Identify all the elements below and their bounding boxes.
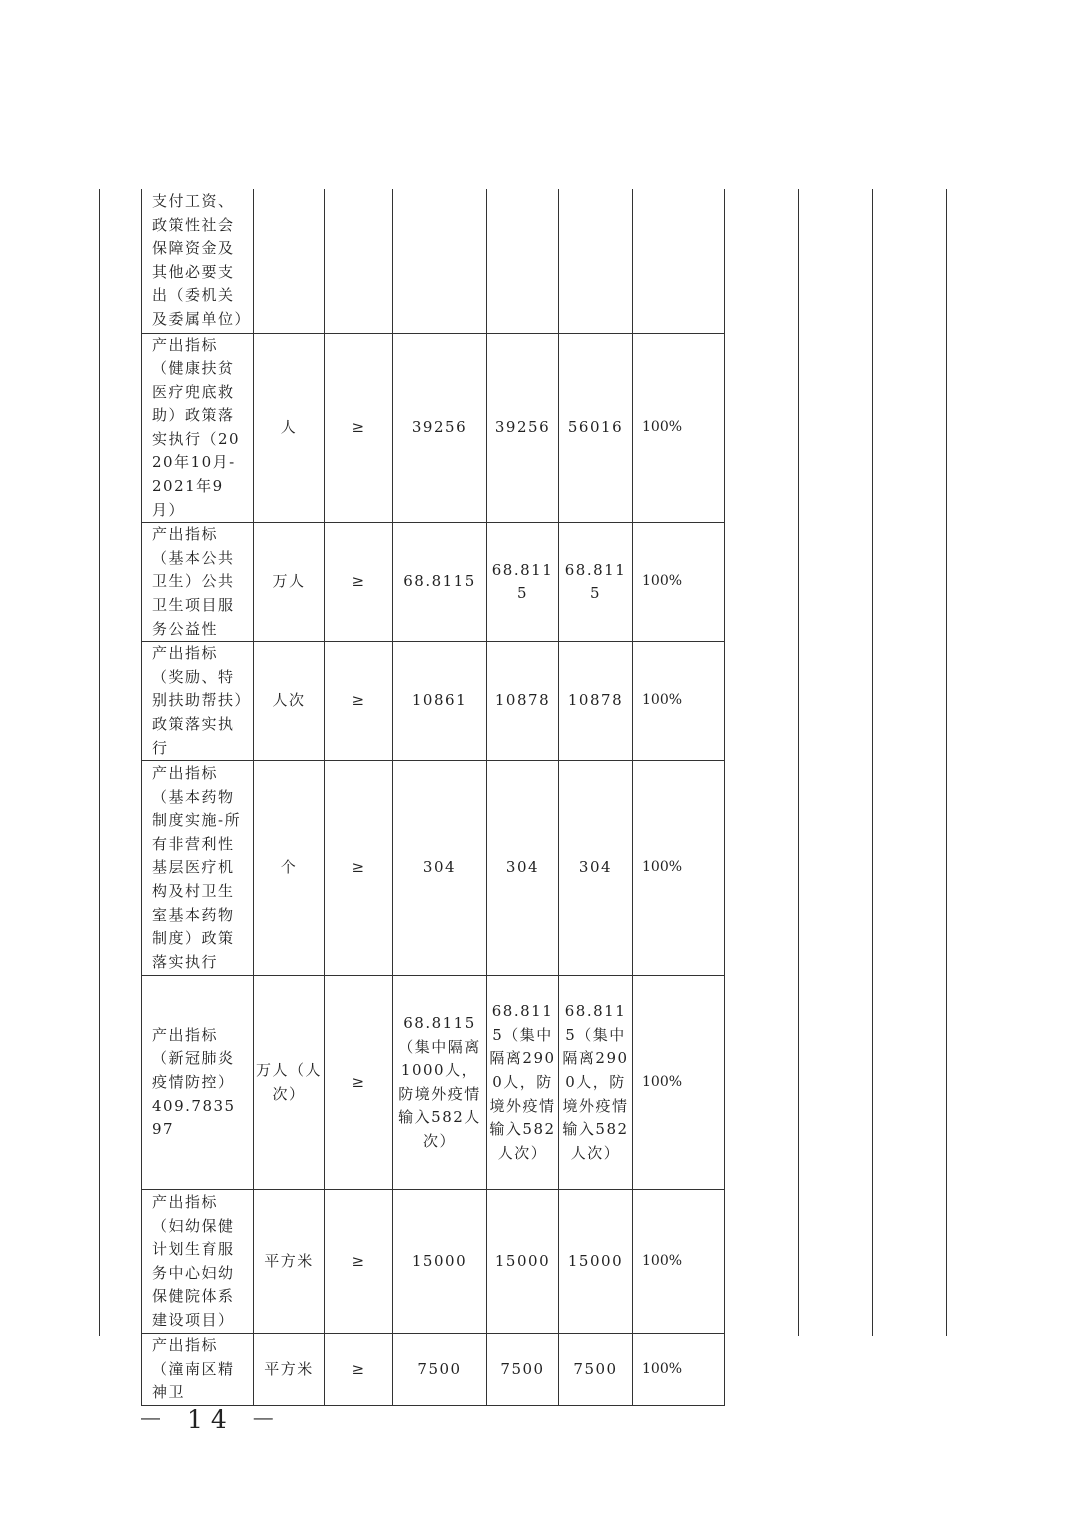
actual-value-cell: 10878 xyxy=(559,642,633,761)
target-value-cell: 15000 xyxy=(393,1190,487,1334)
table-right-border xyxy=(946,189,947,1336)
indicator-name-cell: 产出指标（潼南区精神卫 xyxy=(142,1334,254,1406)
table-row xyxy=(142,523,725,642)
table-row xyxy=(142,1334,725,1406)
target-value-cell: 304 xyxy=(393,761,487,976)
target-value-cell: 68.8115 xyxy=(393,523,487,642)
completion-rate-cell: 100% xyxy=(633,642,725,761)
actual-value-cell: 68.8115（集中隔离2900人，防境外疫情输入582人次） xyxy=(559,976,633,1190)
table-row xyxy=(142,761,725,976)
page-number: － 14 － xyxy=(138,1405,284,1434)
table-row xyxy=(142,189,725,333)
actual-value-cell xyxy=(559,189,633,333)
actual-value-cell: 304 xyxy=(559,761,633,976)
table-column-divider xyxy=(798,189,799,1336)
actual-value-cell: 68.8115 xyxy=(559,523,633,642)
completed-value-cell: 7500 xyxy=(487,1334,559,1406)
target-value-cell xyxy=(393,189,487,333)
table-left-border xyxy=(99,189,100,1336)
completion-rate-cell: 100% xyxy=(633,1334,725,1406)
operator-cell: ≥ xyxy=(325,761,393,976)
completion-rate-cell xyxy=(633,189,725,333)
table-row xyxy=(142,1190,725,1334)
target-value-cell: 39256 xyxy=(393,333,487,523)
unit-cell: 万人 xyxy=(254,523,325,642)
completed-value-cell: 68.8115（集中隔离2900人，防境外疫情输入582人次） xyxy=(487,976,559,1190)
operator-cell: ≥ xyxy=(325,976,393,1190)
operator-cell: ≥ xyxy=(325,642,393,761)
completion-rate-cell: 100% xyxy=(633,1190,725,1334)
indicator-name-cell: 产出指标（妇幼保健计划生育服务中心妇幼保健院体系建设项目） xyxy=(142,1190,254,1334)
table-column-divider xyxy=(872,189,873,1336)
table-row xyxy=(142,976,725,1190)
unit-cell: 平方米 xyxy=(254,1334,325,1406)
operator-cell: ≥ xyxy=(325,333,393,523)
completed-value-cell: 68.8115 xyxy=(487,523,559,642)
target-value-cell: 7500 xyxy=(393,1334,487,1406)
indicator-name-cell: 产出指标（新冠肺炎疫情防控）409.783597 xyxy=(142,976,254,1190)
completed-value-cell: 39256 xyxy=(487,333,559,523)
completion-rate-cell: 100% xyxy=(633,976,725,1190)
actual-value-cell: 7500 xyxy=(559,1334,633,1406)
target-value-cell: 68.8115（集中隔离1000人，防境外疫情输入582人次） xyxy=(393,976,487,1190)
unit-cell: 人次 xyxy=(254,642,325,761)
operator-cell: ≥ xyxy=(325,1190,393,1334)
performance-indicator-table xyxy=(141,189,725,1406)
completed-value-cell: 304 xyxy=(487,761,559,976)
actual-value-cell: 56016 xyxy=(559,333,633,523)
completion-rate-cell: 100% xyxy=(633,523,725,642)
table-row xyxy=(142,642,725,761)
actual-value-cell: 15000 xyxy=(559,1190,633,1334)
indicator-name-cell: 支付工资、政策性社会保障资金及其他必要支出（委机关及委属单位） xyxy=(142,189,254,333)
completed-value-cell: 15000 xyxy=(487,1190,559,1334)
unit-cell: 人 xyxy=(254,333,325,523)
operator-cell: ≥ xyxy=(325,523,393,642)
unit-cell: 万人（人次） xyxy=(254,976,325,1190)
unit-cell xyxy=(254,189,325,333)
operator-cell xyxy=(325,189,393,333)
indicator-name-cell: 产出指标（基本药物制度实施-所有非营利性基层医疗机构及村卫生室基本药物制度）政策落实执行 xyxy=(142,761,254,976)
unit-cell: 平方米 xyxy=(254,1190,325,1334)
completed-value-cell xyxy=(487,189,559,333)
completion-rate-cell: 100% xyxy=(633,333,725,523)
completed-value-cell: 10878 xyxy=(487,642,559,761)
target-value-cell: 10861 xyxy=(393,642,487,761)
indicator-name-cell: 产出指标（健康扶贫医疗兜底救助）政策落实执行（2020年10月-2021年9月） xyxy=(142,333,254,523)
unit-cell: 个 xyxy=(254,761,325,976)
indicator-name-cell: 产出指标（奖励、特别扶助帮扶）政策落实执行 xyxy=(142,642,254,761)
indicator-name-cell: 产出指标（基本公共卫生）公共卫生项目服务公益性 xyxy=(142,523,254,642)
table-row xyxy=(142,333,725,523)
completion-rate-cell: 100% xyxy=(633,761,725,976)
operator-cell: ≥ xyxy=(325,1334,393,1406)
